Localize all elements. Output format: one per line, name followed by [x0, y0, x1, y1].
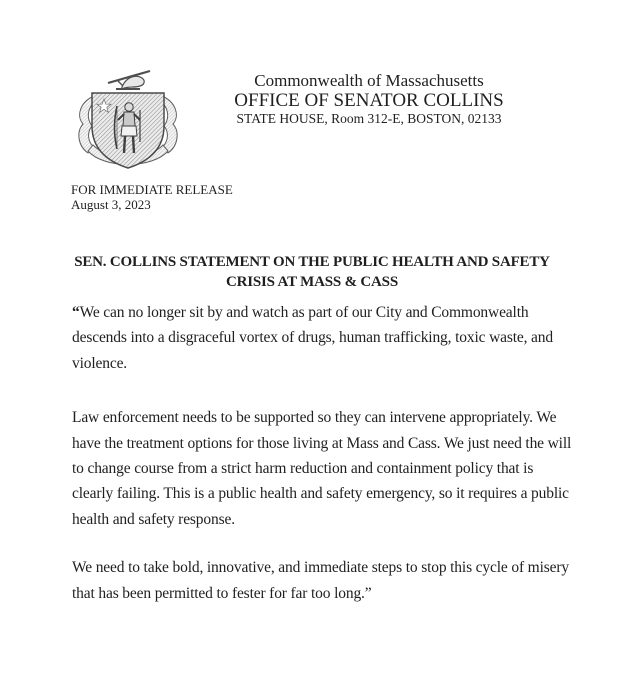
- text-line: “We can no longer sit by and watch as part of our City and Commonwealth: [72, 304, 529, 321]
- letterhead-commonwealth: Commonwealth of Massachusetts: [254, 71, 484, 90]
- release-label: FOR IMMEDIATE RELEASE: [71, 182, 233, 197]
- letterhead-address: STATE HOUSE, Room 312-E, BOSTON, 02133: [236, 111, 502, 126]
- text-line: Law enforcement needs to be supported so they can intervene appropriately. We: [72, 409, 557, 427]
- body-text: [72, 300, 571, 606]
- text-line: violence.: [72, 354, 128, 372]
- text-line: We need to take bold, innovative, and immediate steps to stop this cycle of misery: [72, 559, 569, 577]
- letterhead-office: OFFICE OF SENATOR COLLINS: [234, 90, 504, 111]
- massachusetts-state-seal-icon: [74, 66, 182, 176]
- release-date: August 3, 2023: [71, 197, 151, 212]
- text-line: descends into a disgraceful vortex of drugs, human trafficking, toxic waste, and: [72, 329, 553, 347]
- headline-line-2: CRISIS AT MASS & CASS: [226, 274, 398, 290]
- text-line: health and safety response.: [72, 510, 235, 528]
- paragraph: [72, 405, 571, 532]
- letterhead: [219, 71, 519, 127]
- text-line: that has been permitted to fester for far too long.”: [72, 584, 372, 602]
- statement-headline: [72, 252, 552, 292]
- text-line: clearly failing. This is a public health and safety emergency, so it requires a public: [72, 485, 569, 503]
- release-block: [71, 182, 233, 212]
- paragraph: [72, 300, 571, 376]
- headline-line-1: SEN. COLLINS STATEMENT ON THE PUBLIC HEALTH AND SAFETY: [74, 254, 550, 270]
- paragraph: [72, 555, 571, 606]
- seal-crest-arm-sword-icon: [108, 71, 150, 89]
- text-line: have the treatment options for those living at Mass and Cass. We just need the will: [72, 434, 572, 452]
- text-line: to change course from a strict harm reduction and containment policy that is: [72, 460, 534, 478]
